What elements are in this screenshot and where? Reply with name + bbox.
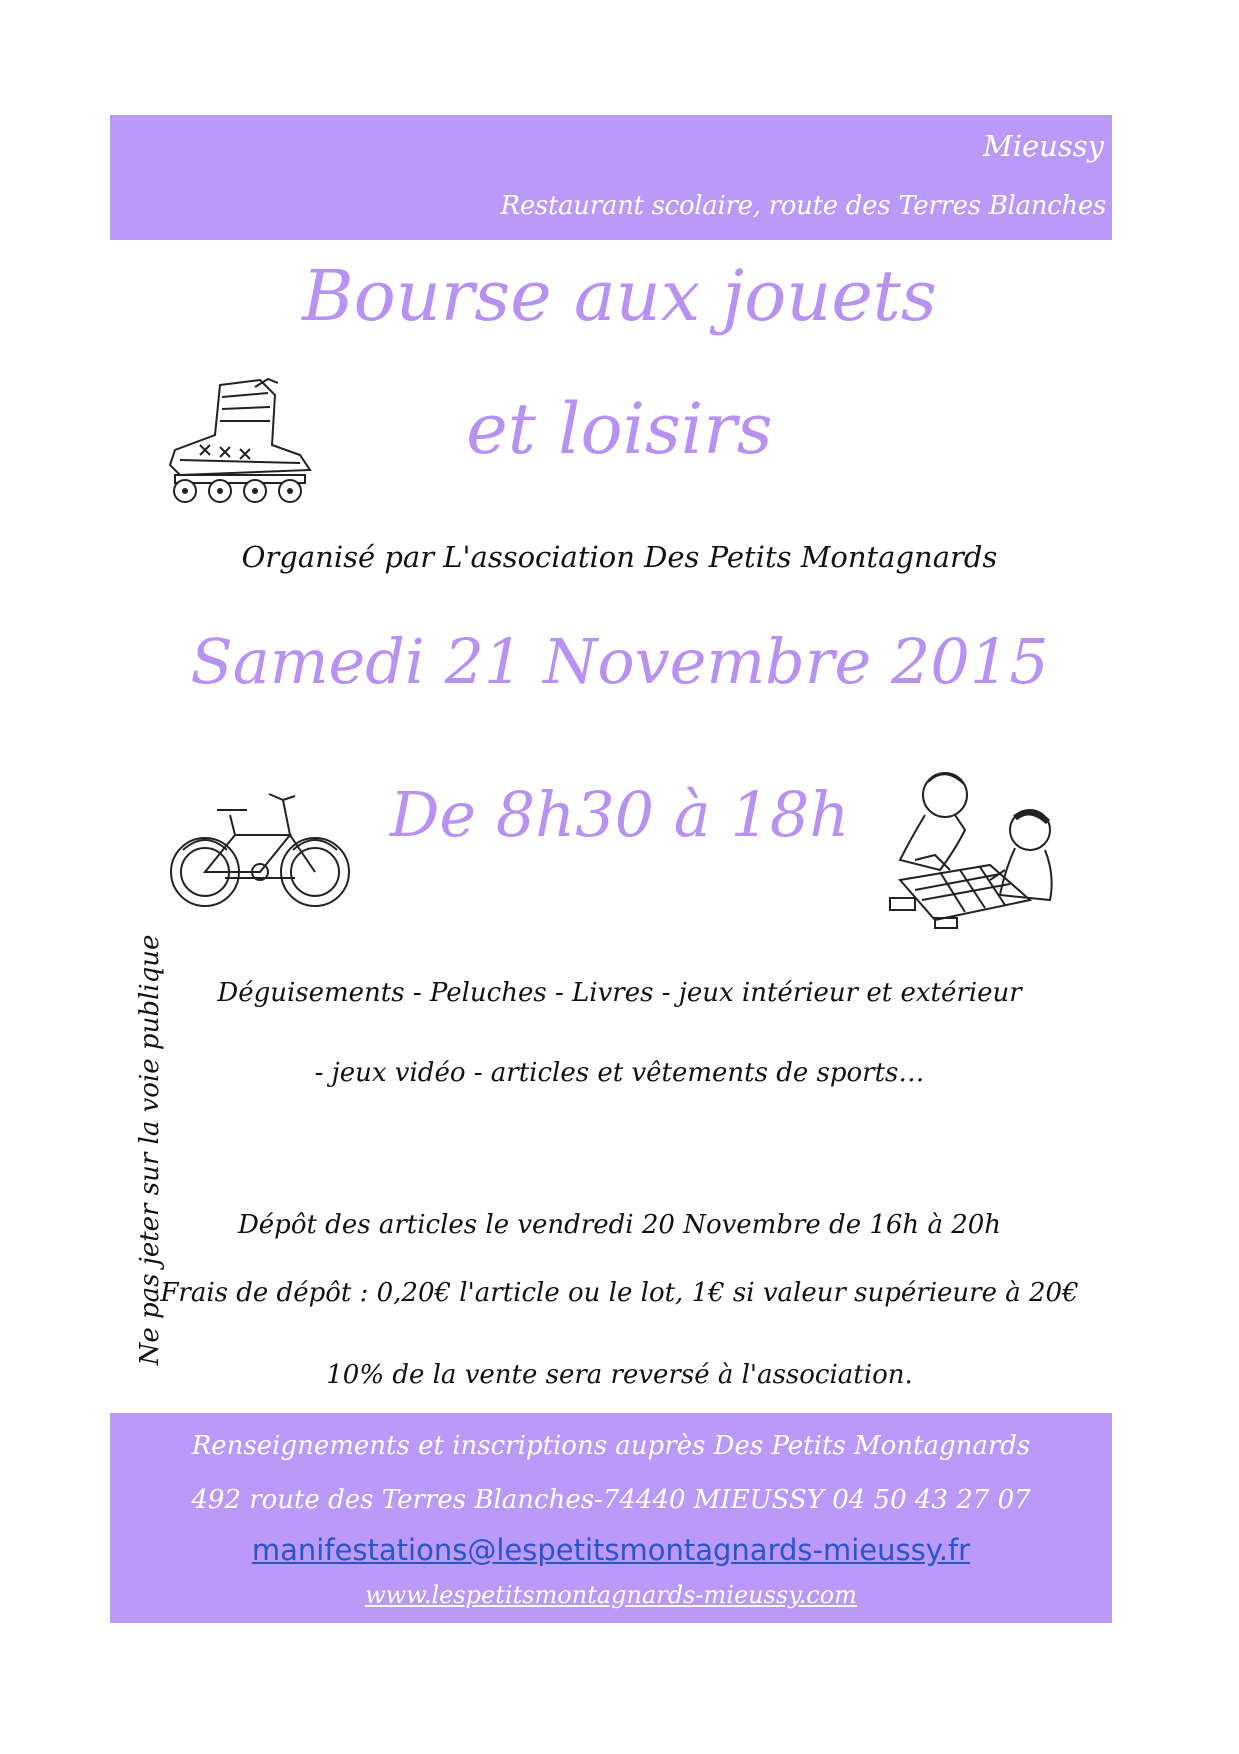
- event-title-line2: et loisirs: [466, 388, 773, 470]
- bicycle-illustration: [165, 780, 355, 915]
- roller-skate-illustration: [160, 375, 325, 505]
- event-date: Samedi 21 Novembre 2015: [190, 625, 1049, 698]
- items-list-line1: Déguisements - Peluches - Livres - jeux intérieur et extérieur: [217, 978, 1022, 1008]
- town-name: Mieussy: [983, 129, 1104, 163]
- footer-address: 492 route des Terres Blanches-74440 MIEUSSY 04 50 43 27 07: [191, 1485, 1031, 1515]
- email-link[interactable]: manifestations@lespetitsmontagnards-mieussy.fr: [251, 1533, 971, 1567]
- footer-band: [110, 1413, 1112, 1623]
- footer-info: Renseignements et inscriptions auprès Des Petits Montagnards: [191, 1431, 1031, 1461]
- header-band: [110, 115, 1112, 240]
- commission-info: 10% de la vente sera reversé à l'association.: [326, 1360, 913, 1390]
- side-note: Ne pas jeter sur la voie publique: [135, 934, 165, 1366]
- deposit-info: Dépôt des articles le vendredi 20 Novembre de 16h à 20h: [237, 1210, 1002, 1240]
- event-hours: De 8h30 à 18h: [389, 778, 850, 851]
- event-title-line1: Bourse aux jouets: [302, 255, 937, 337]
- website-link[interactable]: www.lespetitsmontagnards-mieussy.com: [365, 1581, 857, 1609]
- children-playing-illustration: [880, 760, 1070, 930]
- deposit-fees: Frais de dépôt : 0,20€ l'article ou le lot, 1€ si valeur supérieure à 20€: [160, 1278, 1079, 1308]
- items-list-line2: - jeux vidéo - articles et vêtements de sports…: [314, 1058, 925, 1088]
- venue-address: Restaurant scolaire, route des Terres Blanches: [500, 191, 1106, 221]
- organiser-line: Organisé par L'association Des Petits Montagnards: [241, 540, 998, 574]
